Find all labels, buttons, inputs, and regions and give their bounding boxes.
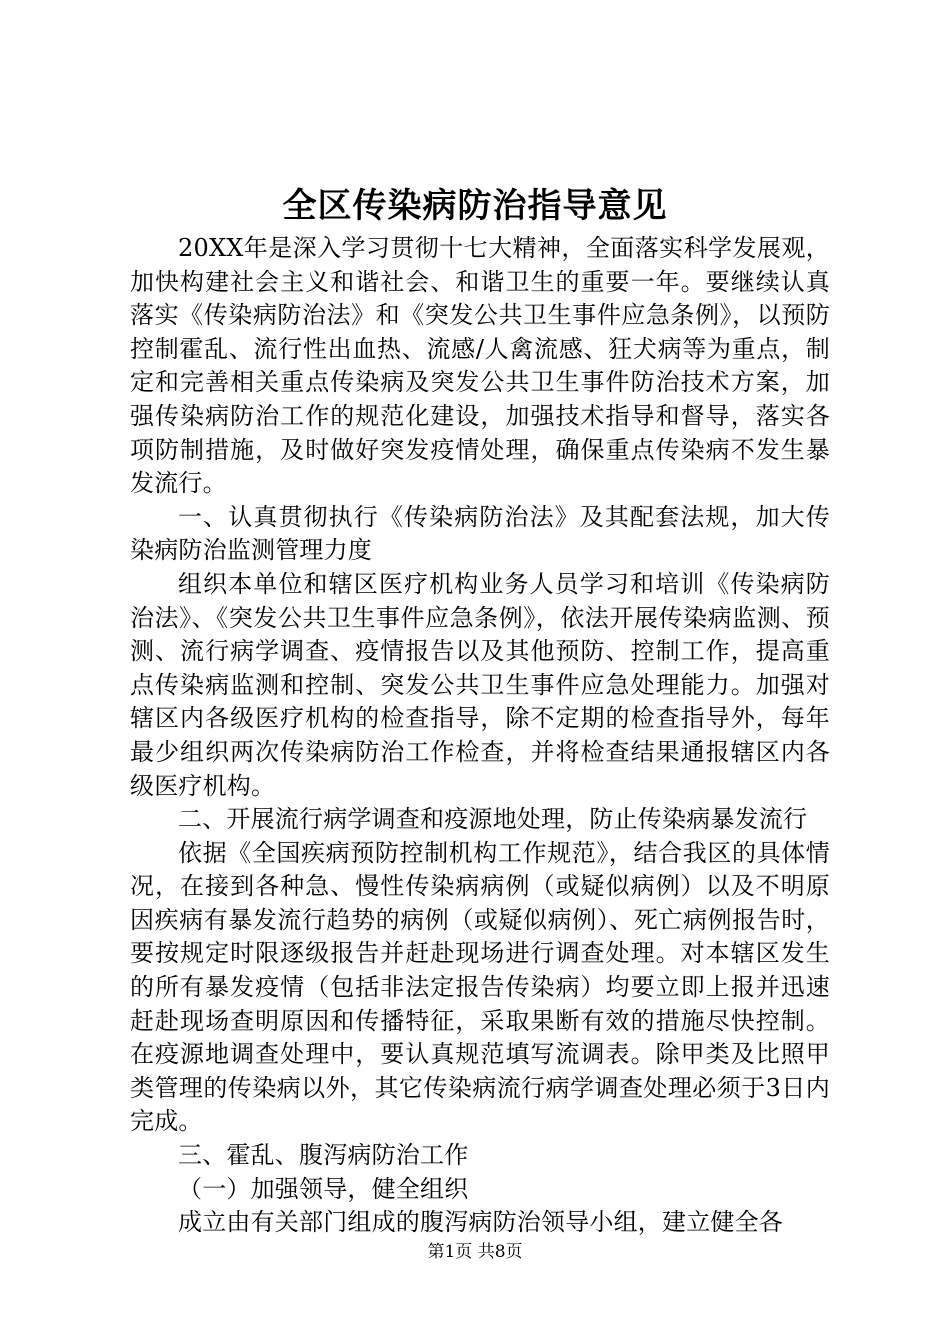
section-heading-3: 三、霍乱、腹泻病防治工作 xyxy=(178,1141,469,1170)
subsection-heading-1: （一）加强领导，健全组织 xyxy=(178,1174,469,1203)
page-number-footer: 第1页 共8页 xyxy=(427,1242,523,1262)
paragraph-section-1: 组织本单位和辖区医疗机构业务人员学习和培训《传染病防治法》、《突发公共卫生事件应急条例》，依法开展传染病监测、预测、流行病学调查、疫情报告以及其他预防、控制工作，提高重点传染病监测和控制、突发公共卫生事件应急处理能力。加强对辖区内各级医疗机构的检查指导，除不定期的检查指导外，每年最少组织两次传染病防治工作检查，并将检查结果通报辖区内各级医疗机构。 xyxy=(130,569,830,800)
document-title: 全区传染病防治指导意见 xyxy=(282,186,668,226)
section-heading-1: 一、认真贯彻执行《传染病防治法》及其配套法规，加大传染病防治监测管理力度 xyxy=(130,502,830,565)
paragraph-subsection-1: 成立由有关部门组成的腹泻病防治领导小组，建立健全各 xyxy=(178,1208,783,1237)
paragraph-intro: 20XX年是深入学习贯彻十七大精神，全面落实科学发展观，加快构建社会主义和谐社会、和谐卫生的重要一年。要继续认真落实《传染病防治法》和《突发公共卫生事件应急条例》，以预防控制霍乱、流行性出血热、流感/人禽流感、狂犬病等为重点，制定和完善相关重点传染病及突发公共卫生事件防治技术方案，加强传染病防治工作的规范化建设，加强技术指导和督导，落实各项防制措施，及时做好突发疫情处理，确保重点传染病不发生暴发流行。 xyxy=(130,234,830,498)
document-body xyxy=(130,232,830,1240)
paragraph-section-2: 依据《全国疾病预防控制机构工作规范》，结合我区的具体情况，在接到各种急、慢性传染病病例（或疑似病例）以及不明原因疾病有暴发流行趋势的病例（或疑似病例）、死亡病例报告时，要按规定时限逐级报告并赶赴现场进行调查处理。对本辖区发生的所有暴发疫情（包括非法定报告传染病）均要立即上报并迅速赶赴现场查明原因和传播特征，采取果断有效的措施尽快控制。在疫源地调查处理中，要认真规范填写流调表。除甲类及比照甲类管理的传染病以外，其它传染病流行病学调查处理必须于3日内完成。 xyxy=(130,838,830,1136)
section-heading-2: 二、开展流行病学调查和疫源地处理，防止传染病暴发流行 xyxy=(178,805,808,834)
